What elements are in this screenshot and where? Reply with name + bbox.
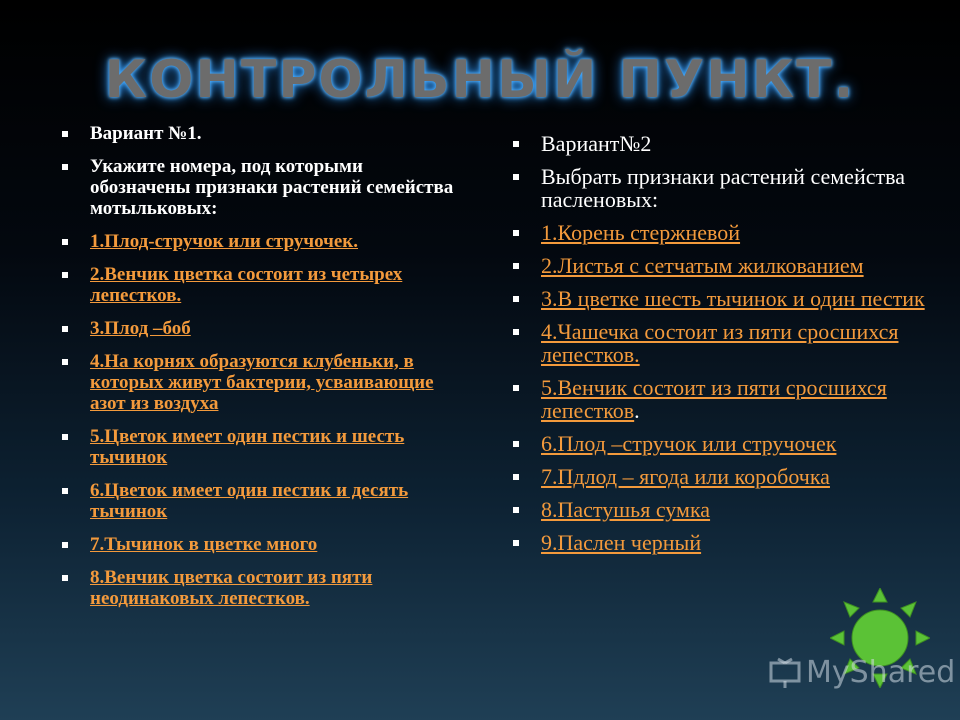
answer-link-2[interactable]: 2.Листья с сетчатым жилкованием: [541, 253, 864, 278]
item-text: Выбрать признаки растений семейства пасленовых:: [541, 164, 905, 212]
list-item: [62, 231, 462, 252]
list-item: [513, 465, 933, 488]
variant-1-question: [62, 156, 462, 219]
answer-link-1[interactable]: 1.Плод-стручок или стручочек.: [90, 231, 358, 252]
variant-1-heading: [62, 123, 462, 144]
watermark-text: MyShared: [806, 655, 956, 690]
answer-link-5[interactable]: 5.Венчик состоит из пяти сросшихся лепестков: [541, 375, 887, 423]
list-item: [513, 287, 933, 310]
list-item: [513, 498, 933, 521]
answer-link-3[interactable]: 3.Плод –боб: [90, 318, 191, 339]
watermark: [768, 655, 955, 690]
item-text: Вариант№2: [541, 131, 652, 156]
variant-2-list: [513, 132, 933, 564]
list-item: [62, 426, 462, 468]
answer-link-5[interactable]: 5.Цветок имеет один пестик и шесть тычинок: [90, 426, 405, 468]
answer-link-3[interactable]: 3.В цветке шесть тычинок и один пестик: [541, 286, 925, 311]
list-item: [513, 221, 933, 244]
list-item: [62, 318, 462, 339]
item-suffix: .: [634, 398, 640, 423]
list-item: [62, 351, 462, 414]
list-item: [513, 531, 933, 554]
list-item: [513, 320, 933, 366]
presentation-icon: [768, 657, 802, 689]
variant-2-heading: [513, 132, 933, 155]
variant-2-question: [513, 165, 933, 211]
list-item: [62, 264, 462, 306]
slide-title: КОНТРОЛЬНЫЙ ПУНКТ.: [104, 50, 856, 110]
answer-link-1[interactable]: 1.Корень стержневой: [541, 220, 741, 245]
answer-link-4[interactable]: 4.Чашечка состоит из пяти сросшихся лепестков.: [541, 319, 899, 367]
list-item: [62, 534, 462, 555]
answer-link-8[interactable]: 8.Пастушья сумка: [541, 497, 711, 522]
answer-link-6[interactable]: 6.Плод –стручок или стручочек: [541, 431, 837, 456]
answer-link-8[interactable]: 8.Венчик цветка состоит из пяти неодинаковых лепестков.: [90, 567, 373, 609]
list-item: [62, 480, 462, 522]
list-item: [513, 254, 933, 277]
answer-link-7[interactable]: 7.Пдлод – ягода или коробочка: [541, 464, 830, 489]
answer-link-4[interactable]: 4.На корнях образуются клубеньки, в которых живут бактерии, усваивающие азот из воздуха: [90, 351, 434, 414]
list-item: [62, 567, 462, 609]
answer-link-6[interactable]: 6.Цветок имеет один пестик и десять тычинок: [90, 480, 409, 522]
answer-link-7[interactable]: 7.Тычинок в цветке много: [90, 534, 318, 555]
item-text: Вариант №1.: [90, 123, 202, 144]
item-text: Укажите номера, под которыми обозначены признаки растений семейства мотыльковых:: [90, 156, 454, 219]
answer-link-9[interactable]: 9.Паслен черный: [541, 530, 702, 555]
answer-link-2[interactable]: 2.Венчик цветка состоит из четырех лепестков.: [90, 264, 403, 306]
list-item: [513, 432, 933, 455]
variant-1-list: [62, 123, 462, 621]
list-item: [513, 376, 933, 422]
